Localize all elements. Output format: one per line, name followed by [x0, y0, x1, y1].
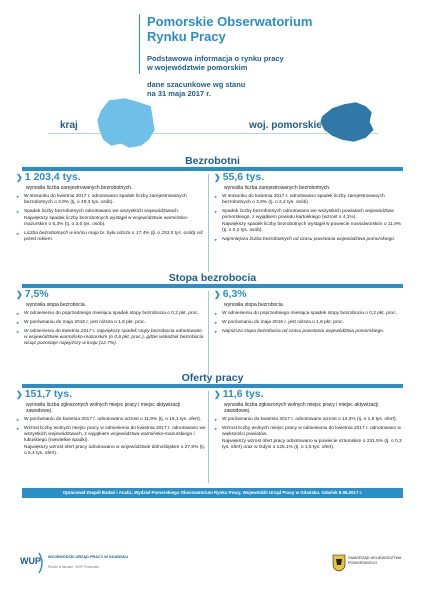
- list-item: Największy spadek liczby bezrobotnych wystąpił w powiecie nowodworskim o 11,9% (tj. o 0,2 tys. osób).: [222, 222, 402, 234]
- bullet-list: [214, 311, 404, 335]
- section-2-left: [16, 288, 206, 350]
- header-date-line1: dane szacunkowe wg stanu: [147, 80, 246, 89]
- stat-value: ❯ 7,5%: [16, 288, 49, 300]
- section-1-right: [214, 171, 404, 246]
- poland-map-icon: [95, 96, 157, 150]
- list-item: ► W stosunku do kwietnia 2017 r. odnotowano spadek liczby zarejestrowanych bezrobotnych o 3,9% (tj. o 49,3 tys. osób).: [16, 194, 206, 206]
- wup-arc-icon: [38, 552, 46, 574]
- header-title-line1: Pomorskie Obserwatorium: [147, 14, 313, 29]
- stat-value: ❯ 151,7 tys.: [16, 388, 72, 400]
- section-2-right: [214, 288, 404, 338]
- list-item: ► Wzrost liczby wolnych miejsc pracy w odniesieniu do kwietnia 2017 r. odnotowano we wszystkich województwach, z wyjątkiem województwa warmińsko-mazurskiego i lubuskiego (niewielkie spadki).: [16, 426, 206, 444]
- bullet-list: [16, 311, 206, 347]
- pomorskie-map-icon: [318, 100, 376, 144]
- chevron-right-icon: ❯: [16, 390, 23, 399]
- footer-credit: Opracował Zespół Badań i Analiz, Wydział Pomorskiego Obserwatorium Rynku Pracy, Wojewódzki Urząd Pracy w Gdańsku. Gdańsk 8.06.2017 r.: [62, 490, 363, 495]
- stat-desc: wynosiła liczba zgłoszonych wolnych miejsc pracy i miejsc aktywizacji zawodowej.: [224, 402, 379, 415]
- list-item: Największy spadek liczby bezrobotnych wystąpił w województwie warmińsko-mazurskim o 5,3% (tj. o 3,6 tys. osób).: [24, 216, 189, 228]
- map-label-country: kraj: [60, 120, 78, 131]
- wup-logo-mark: WUP: [20, 556, 41, 566]
- section-3-left: [16, 388, 206, 460]
- bullet-list: [214, 417, 404, 451]
- samorzad-logo-text: SAMORZĄD WOJEWÓDZTWA POMORSKIEGO: [348, 556, 402, 565]
- header-date-line2: na 31 maja 2017 r.: [147, 89, 211, 98]
- section-title-oferty: Oferty pracy: [181, 372, 244, 384]
- stat-value: ❯ 6,3%: [214, 288, 247, 300]
- list-item: ► W stosunku do kwietnia 2017 r. odnotowano spadek liczby zarejestrowanych bezrobotnych o 3,9% (tj. o 2,2 tys. osób).: [214, 194, 404, 206]
- list-item: ► W porównaniu do kwietnia 2017 r. odnotowano wzrost o 11,9% (tj. o 16,1 tys. ofert).: [16, 417, 206, 423]
- list-item: ► W porównaniu do maja 2016 r. jest niższa o 1,8 pkt. proc.: [214, 320, 404, 326]
- section-1-left: [16, 171, 206, 246]
- column-divider: [208, 391, 209, 483]
- header-divider: [139, 14, 140, 74]
- column-divider: [208, 174, 209, 272]
- list-item: ► Liczba bezrobotnych w końcu maja br. była niższa o 17,4% (tj. o 253,5 tys. osób) niż przed rokiem.: [16, 231, 206, 243]
- column-divider: [208, 291, 209, 375]
- list-item: ► W porównaniu do kwietnia 2017 r. odnotowano wzrost o 14,3% (tj. o 1,5 tys. ofert).: [214, 417, 404, 423]
- section-3-right: [214, 388, 404, 454]
- stat-desc: wynosiła liczba zarejestrowanych bezrobotnych.: [224, 185, 331, 191]
- bullet-list: [16, 417, 206, 457]
- header-subtitle-line1: Podstawowa informacja o rynku pracy: [147, 54, 284, 63]
- map-label-region: woj. pomorskie: [249, 120, 322, 131]
- chevron-right-icon: ❯: [16, 290, 23, 299]
- list-item: ► Wzrost liczby wolnych miejsc pracy w odniesieniu do kwietnia 2017 r. odnotowano w większości powiatów.: [214, 426, 404, 438]
- section-title-bezrobotni: Bezrobotni: [185, 155, 240, 167]
- stat-value: ❯ 11,6 tys.: [214, 388, 264, 400]
- wup-logo-sub: Rośnie w lariciała · WUP Pomorskie: [48, 565, 99, 569]
- chevron-right-icon: ❯: [16, 173, 23, 182]
- stat-desc: wynosiła liczba zarejestrowanych bezrobotnych.: [26, 185, 133, 191]
- chevron-right-icon: ❯: [214, 390, 221, 399]
- header: [147, 14, 407, 98]
- coat-of-arms-icon: [332, 554, 346, 572]
- list-item: ► Spadek liczby bezrobotnych odnotowano we wszystkich województwach.: [16, 209, 206, 215]
- stat-desc: wynosiła liczba zgłoszonych wolnych miejsc pracy i miejsc aktywizacji zawodowej.: [26, 402, 181, 415]
- chevron-right-icon: ❯: [214, 290, 221, 299]
- samorzad-logo: [330, 552, 410, 576]
- list-item: ► Spadek liczby bezrobotnych odnotowano we wszystkich powiatach województwa pomorskiego, z wyjątkiem powiatu kartuskiego (wzrost o 4,1%).: [214, 209, 404, 221]
- bullet-list: [214, 194, 404, 243]
- list-item: ► W porównaniu do maja 2016 r. jest niższa o 1,6 pkt. proc.: [16, 320, 206, 326]
- maps-band: [0, 92, 425, 150]
- header-subtitle-line2: w województwie pomorskim: [147, 63, 248, 72]
- stat-value: ❯ 1 203,4 tys.: [16, 171, 81, 183]
- list-item: ► W odniesieniu do poprzedniego miesiąca spadek stopy bezrobocia o 0,2 pkt. proc.: [214, 311, 404, 317]
- list-item: ► W odniesieniu do kwietnia 2017 r. największy spadek stopy bezrobocia odnotowano w województwie warmińsko-mazurskim (o 0,6 pkt. proc.), gdzie wskaźnik bezrobocia wciąż pozostaje najwyższy w kraju (12,7%).: [16, 329, 206, 347]
- list-item: Największy wzrost ofert pracy odnotowano w województwie dolnośląskim o 27,8% (tj. o 5,4 tys. ofert).: [24, 445, 206, 457]
- stat-desc: wynosiła stopa bezrobocia.: [26, 302, 87, 308]
- chevron-right-icon: ❯: [214, 173, 221, 182]
- bullet-list: [16, 194, 206, 243]
- section-title-stopa: Stopa bezrobocia: [168, 272, 257, 284]
- list-item: ► W odniesieniu do poprzedniego miesiąca spadek stopy bezrobocia o 0,2 pkt. proc.: [16, 311, 206, 317]
- wup-logo: [20, 550, 140, 578]
- stat-desc: wynosiła stopa bezrobocia.: [224, 302, 285, 308]
- list-item: Największy wzrost ofert pracy odnotowano w powiecie sztumskim o 231,5% (tj. o 0,3 tys. ofert) oraz w Gdyni o 125,1% (tj. o 1,5 tys. ofert).: [222, 439, 402, 451]
- stat-value: ❯ 55,6 tys.: [214, 171, 265, 183]
- list-item: ► Najmniejsza liczba bezrobotnych od czasu powstania województwa pomorskiego.: [214, 237, 404, 243]
- list-item: ► Najniższa stopa bezrobocia od czasu powstania województwa pomorskiego.: [214, 329, 404, 335]
- header-title-line2: Rynku Pracy: [147, 29, 226, 44]
- wup-logo-text: WOJEWÓDZKI URZĄD PRACY W GDAŃSKU: [48, 555, 129, 559]
